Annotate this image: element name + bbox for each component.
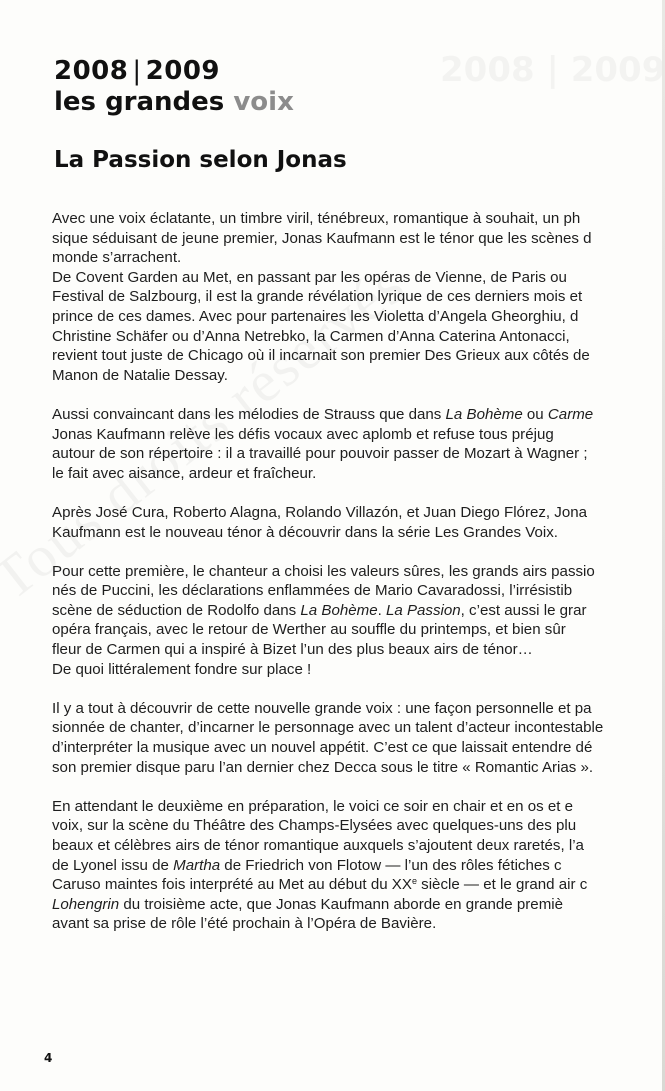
- season-years: [54, 56, 294, 86]
- text-line: [52, 758, 665, 778]
- text-segment: du troisième acte, que Jonas Kaufmann aborde en grande premiè: [119, 895, 564, 913]
- text-segment: fleur de Carmen qui a inspiré à Bizet l’un des plus beaux airs de ténor…: [52, 641, 533, 659]
- text-segment: d’interpréter la musique avec un nouvel appétit. C’est ce que laissait entendre dé: [52, 739, 593, 757]
- text-segment: avant sa prise de rôle l’été prochain à l’Opéra de Bavière.: [52, 915, 437, 933]
- text-line: [52, 425, 665, 445]
- text-line: [52, 287, 665, 307]
- text-segment: sique séduisant de jeune premier, Jonas Kaufmann est le ténor que les scènes d: [52, 229, 592, 247]
- text-segment: Festival de Salzbourg, il est la grande révélation lyrique de ces derniers mois et: [52, 288, 583, 306]
- year-start: 2008: [54, 56, 129, 86]
- text-line: [52, 307, 665, 327]
- text-line: [52, 875, 665, 895]
- italic-text: La Bohème: [445, 405, 523, 423]
- text-segment: Après José Cura, Roberto Alagna, Rolando Villazón, et Juan Diego Flórez, Jona: [52, 503, 588, 521]
- text-segment: nés de Puccini, les déclarations enflammées de Mario Cavaradossi, l’irrésistib: [52, 582, 573, 600]
- text-line: [52, 738, 665, 758]
- text-segment: En attendant le deuxième en préparation, le voici ce soir en chair et en os et e: [52, 797, 574, 815]
- text-segment: Avec une voix éclatante, un timbre viril, ténébreux, romantique à souhait, un ph: [52, 210, 581, 227]
- text-segment: voix, sur la scène du Théâtre des Champs-Elysées avec quelques-uns des plu: [52, 817, 577, 835]
- text-line: [52, 895, 665, 915]
- series-name-main: les grandes: [54, 87, 234, 117]
- article-body: [52, 209, 665, 934]
- paragraph-gap: [52, 679, 665, 699]
- italic-text: Carme: [547, 405, 594, 423]
- series-header: [54, 56, 294, 118]
- text-segment: siècle — et le grand air c: [416, 876, 588, 894]
- text-segment: prince de ces dames. Avec pour partenaires les Violetta d’Angela Gheorghiu, d: [52, 307, 579, 325]
- text-segment: son premier disque paru l’an dernier chez Decca sous le titre « Romantic Arias ».: [52, 758, 594, 776]
- article-title: La Passion selon Jonas: [54, 147, 347, 173]
- text-segment: monde s’arrachent.: [52, 249, 182, 267]
- paragraph: [52, 503, 665, 542]
- text-segment: opéra français, avec le retour de Werther au souffle du printemps, et bien sûr: [52, 621, 566, 639]
- series-name-highlight: voix: [233, 87, 294, 117]
- text-line: [52, 562, 665, 582]
- italic-text: La Bohème: [300, 601, 378, 619]
- text-line: [52, 836, 665, 856]
- paragraph: [52, 562, 665, 680]
- text-segment: sionnée de chanter, d’incarner le personnage avec un talent d’acteur incontestable: [52, 719, 604, 737]
- text-line: [52, 816, 665, 836]
- italic-text: Martha: [173, 856, 221, 874]
- text-segment: Aussi convaincant dans les mélodies de Strauss que dans: [52, 405, 446, 423]
- paragraph: [52, 797, 665, 934]
- text-line: [52, 914, 665, 934]
- paragraph-gap: [52, 542, 665, 562]
- text-line: [52, 523, 665, 543]
- paragraph-gap: [52, 777, 665, 797]
- text-line: [52, 581, 665, 601]
- italic-text: La Passion: [385, 601, 461, 619]
- text-segment: Christine Schäfer ou d’Anna Netrebko, la Carmen d’Anna Caterina Antonacci,: [52, 327, 570, 345]
- text-segment: le fait avec aisance, ardeur et fraîcheur.: [52, 464, 317, 482]
- text-segment: de Lyonel issu de: [52, 856, 174, 874]
- series-name: [54, 86, 294, 118]
- text-line: [52, 464, 665, 484]
- text-line: [52, 718, 665, 738]
- text-line: [52, 229, 665, 249]
- text-segment: de Friedrich von Flotow — l’un des rôles fétiches c: [220, 856, 562, 874]
- paragraph-gap: [52, 483, 665, 503]
- year-separator: |: [132, 56, 142, 86]
- text-line: [52, 346, 665, 366]
- text-line: [52, 699, 665, 719]
- italic-text: Lohengrin: [52, 895, 120, 913]
- text-segment: Pour cette première, le chanteur a choisi les valeurs sûres, les grands airs passio: [52, 562, 595, 580]
- paragraph: [52, 699, 665, 777]
- text-line: [52, 209, 665, 229]
- text-line: [52, 797, 665, 817]
- text-segment: beaux et célèbres airs de ténor romantique auxquels s’ajoutent deux raretés, l’a: [52, 837, 584, 854]
- text-line: [52, 640, 665, 660]
- text-line: [52, 620, 665, 640]
- text-segment: Il y a tout à découvrir de cette nouvelle grande voix : une façon personnelle et pa: [52, 699, 592, 717]
- text-line: [52, 660, 665, 680]
- paragraph: [52, 405, 665, 483]
- text-line: [52, 327, 665, 347]
- text-segment: scène de séduction de Rodolfo dans: [52, 601, 301, 619]
- text-segment: ou: [522, 405, 548, 423]
- text-segment: revient tout juste de Chicago où il incarnait son premier Des Grieux aux côtés de: [52, 347, 590, 365]
- text-segment: autour de son répertoire : il a travaillé pour pouvoir passer de Mozart à Wagner ;: [52, 445, 588, 463]
- ghost-year-watermark: [440, 50, 665, 90]
- text-line: [52, 856, 665, 876]
- text-segment: , c’est aussi le grar: [460, 601, 587, 619]
- text-segment: Caruso maintes fois interprété au Met au début du XX: [52, 876, 412, 894]
- text-line: [52, 366, 665, 386]
- text-line: [52, 444, 665, 464]
- paragraph: [52, 209, 665, 385]
- text-segment: Kaufmann est le nouveau ténor à découvrir dans la série Les Grandes Voix.: [52, 523, 558, 541]
- text-line: [52, 268, 665, 288]
- text-segment: .: [377, 601, 386, 619]
- text-line: [52, 503, 665, 523]
- text-segment: De quoi littéralement fondre sur place !: [52, 660, 312, 678]
- page-number: 4: [44, 1051, 53, 1065]
- text-segment: De Covent Garden au Met, en passant par les opéras de Vienne, de Paris ou: [52, 268, 567, 286]
- text-segment: Jonas Kaufmann relève les défis vocaux avec aplomb et refuse tous préjug: [52, 425, 554, 443]
- year-end: 2009: [145, 56, 221, 86]
- text-line: [52, 601, 665, 621]
- text-line: [52, 405, 665, 425]
- paragraph-gap: [52, 385, 665, 405]
- superscript-text: e: [411, 876, 417, 887]
- text-line: [52, 248, 665, 268]
- text-segment: Manon de Natalie Dessay.: [52, 366, 228, 384]
